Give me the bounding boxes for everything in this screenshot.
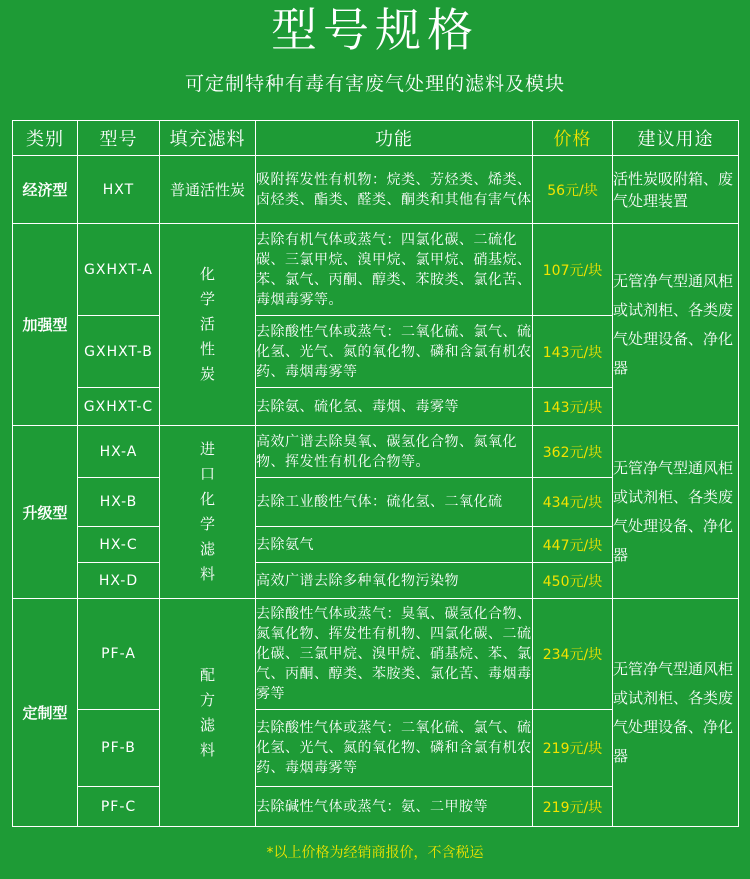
function-cell: 去除氨、硫化氢、毒烟、毒雾等 bbox=[256, 388, 533, 426]
header-function: 功能 bbox=[256, 121, 533, 156]
category-upgrade: 升级型 bbox=[13, 426, 78, 599]
header-model: 型号 bbox=[78, 121, 160, 156]
price-cell: 234元/块 bbox=[533, 599, 613, 710]
use-cell: 无管净气型通风柜或试剂柜、各类废气处理设备、净化器 bbox=[613, 426, 739, 599]
page-title: 型号规格 bbox=[271, 3, 479, 57]
header-fill: 填充滤料 bbox=[160, 121, 256, 156]
price-cell: 447元/块 bbox=[533, 527, 613, 563]
spec-table bbox=[12, 120, 739, 827]
function-cell: 吸附挥发性有机物：烷类、芳烃类、烯类、卤烃类、酯类、醛类、酮类和其他有害气体 bbox=[256, 156, 533, 224]
use-cell: 活性炭吸附箱、废气处理装置 bbox=[613, 156, 739, 224]
model-cell: GXHXT-A bbox=[78, 224, 160, 316]
fill-cell: 普通活性炭 bbox=[160, 156, 256, 224]
model-cell: HX-B bbox=[78, 478, 160, 527]
model-cell: GXHXT-C bbox=[78, 388, 160, 426]
model-cell: PF-C bbox=[78, 787, 160, 827]
price-cell: 143元/块 bbox=[533, 388, 613, 426]
function-cell: 高效广谱去除臭氧、碳氢化合物、氮氧化物、挥发性有机化合物等。 bbox=[256, 426, 533, 478]
table-row bbox=[13, 426, 739, 478]
page-subtitle: 可定制特种有毒有害废气处理的滤料及模块 bbox=[184, 73, 565, 95]
fill-cell bbox=[160, 224, 256, 426]
model-cell: PF-A bbox=[78, 599, 160, 710]
price-note: *以上价格为经销商报价，不含税运 bbox=[266, 845, 484, 861]
category-custom: 定制型 bbox=[13, 599, 78, 827]
table-row bbox=[13, 156, 739, 224]
price-cell: 450元/块 bbox=[533, 563, 613, 599]
model-cell: HX-C bbox=[78, 527, 160, 563]
header-category: 类别 bbox=[13, 121, 78, 156]
function-cell: 去除碱性气体或蒸气：氨、二甲胺等 bbox=[256, 787, 533, 827]
fill-text: 配方滤料 bbox=[200, 665, 216, 759]
category-enhanced: 加强型 bbox=[13, 224, 78, 426]
function-cell: 去除有机气体或蒸气：四氯化碳、二硫化碳、三氯甲烷、溴甲烷、氯甲烷、硝基烷、苯、氯气、丙酮、醇类、苯胺类、氯化苦、毒烟毒雾等。 bbox=[256, 224, 533, 316]
function-cell: 去除氨气 bbox=[256, 527, 533, 563]
price-cell: 143元/块 bbox=[533, 316, 613, 388]
use-cell: 无管净气型通风柜或试剂柜、各类废气处理设备、净化器 bbox=[613, 224, 739, 426]
function-cell: 去除工业酸性气体：硫化氢、二氧化硫 bbox=[256, 478, 533, 527]
model-cell: GXHXT-B bbox=[78, 316, 160, 388]
price-cell: 219元/块 bbox=[533, 787, 613, 827]
model-cell: HX-D bbox=[78, 563, 160, 599]
price-cell: 107元/块 bbox=[533, 224, 613, 316]
category-economy: 经济型 bbox=[13, 156, 78, 224]
function-cell: 去除酸性气体或蒸气：二氧化硫、氯气、硫化氢、光气、氮的氧化物、磷和含氯有机农药、毒烟毒雾等 bbox=[256, 710, 533, 787]
use-cell: 无管净气型通风柜或试剂柜、各类废气处理设备、净化器 bbox=[613, 599, 739, 827]
price-cell: 362元/块 bbox=[533, 426, 613, 478]
fill-cell bbox=[160, 599, 256, 827]
function-cell: 高效广谱去除多种氧化物污染物 bbox=[256, 563, 533, 599]
header-price: 价格 bbox=[533, 121, 613, 156]
table-row bbox=[13, 599, 739, 710]
fill-text: 化学活性炭 bbox=[200, 265, 216, 383]
fill-text: 进口化学滤料 bbox=[200, 440, 216, 583]
price-cell: 434元/块 bbox=[533, 478, 613, 527]
price-cell: 219元/块 bbox=[533, 710, 613, 787]
fill-cell bbox=[160, 426, 256, 599]
function-cell: 去除酸性气体或蒸气：臭氧、碳氢化合物、氮氧化物、挥发性有机物、四氯化碳、二硫化碳、三氯甲烷、溴甲烷、硝基烷、苯、氯气、丙酮、醇类、苯胺类、氯化苦、毒烟毒雾等 bbox=[256, 599, 533, 710]
table-row bbox=[13, 224, 739, 316]
model-cell: HXT bbox=[78, 156, 160, 224]
model-cell: PF-B bbox=[78, 710, 160, 787]
function-cell: 去除酸性气体或蒸气：二氧化硫、氯气、硫化氢、光气、氮的氧化物、磷和含氯有机农药、毒烟毒雾等 bbox=[256, 316, 533, 388]
table-header-row bbox=[13, 121, 739, 156]
model-cell: HX-A bbox=[78, 426, 160, 478]
header-use: 建议用途 bbox=[613, 121, 739, 156]
price-cell: 56元/块 bbox=[533, 156, 613, 224]
